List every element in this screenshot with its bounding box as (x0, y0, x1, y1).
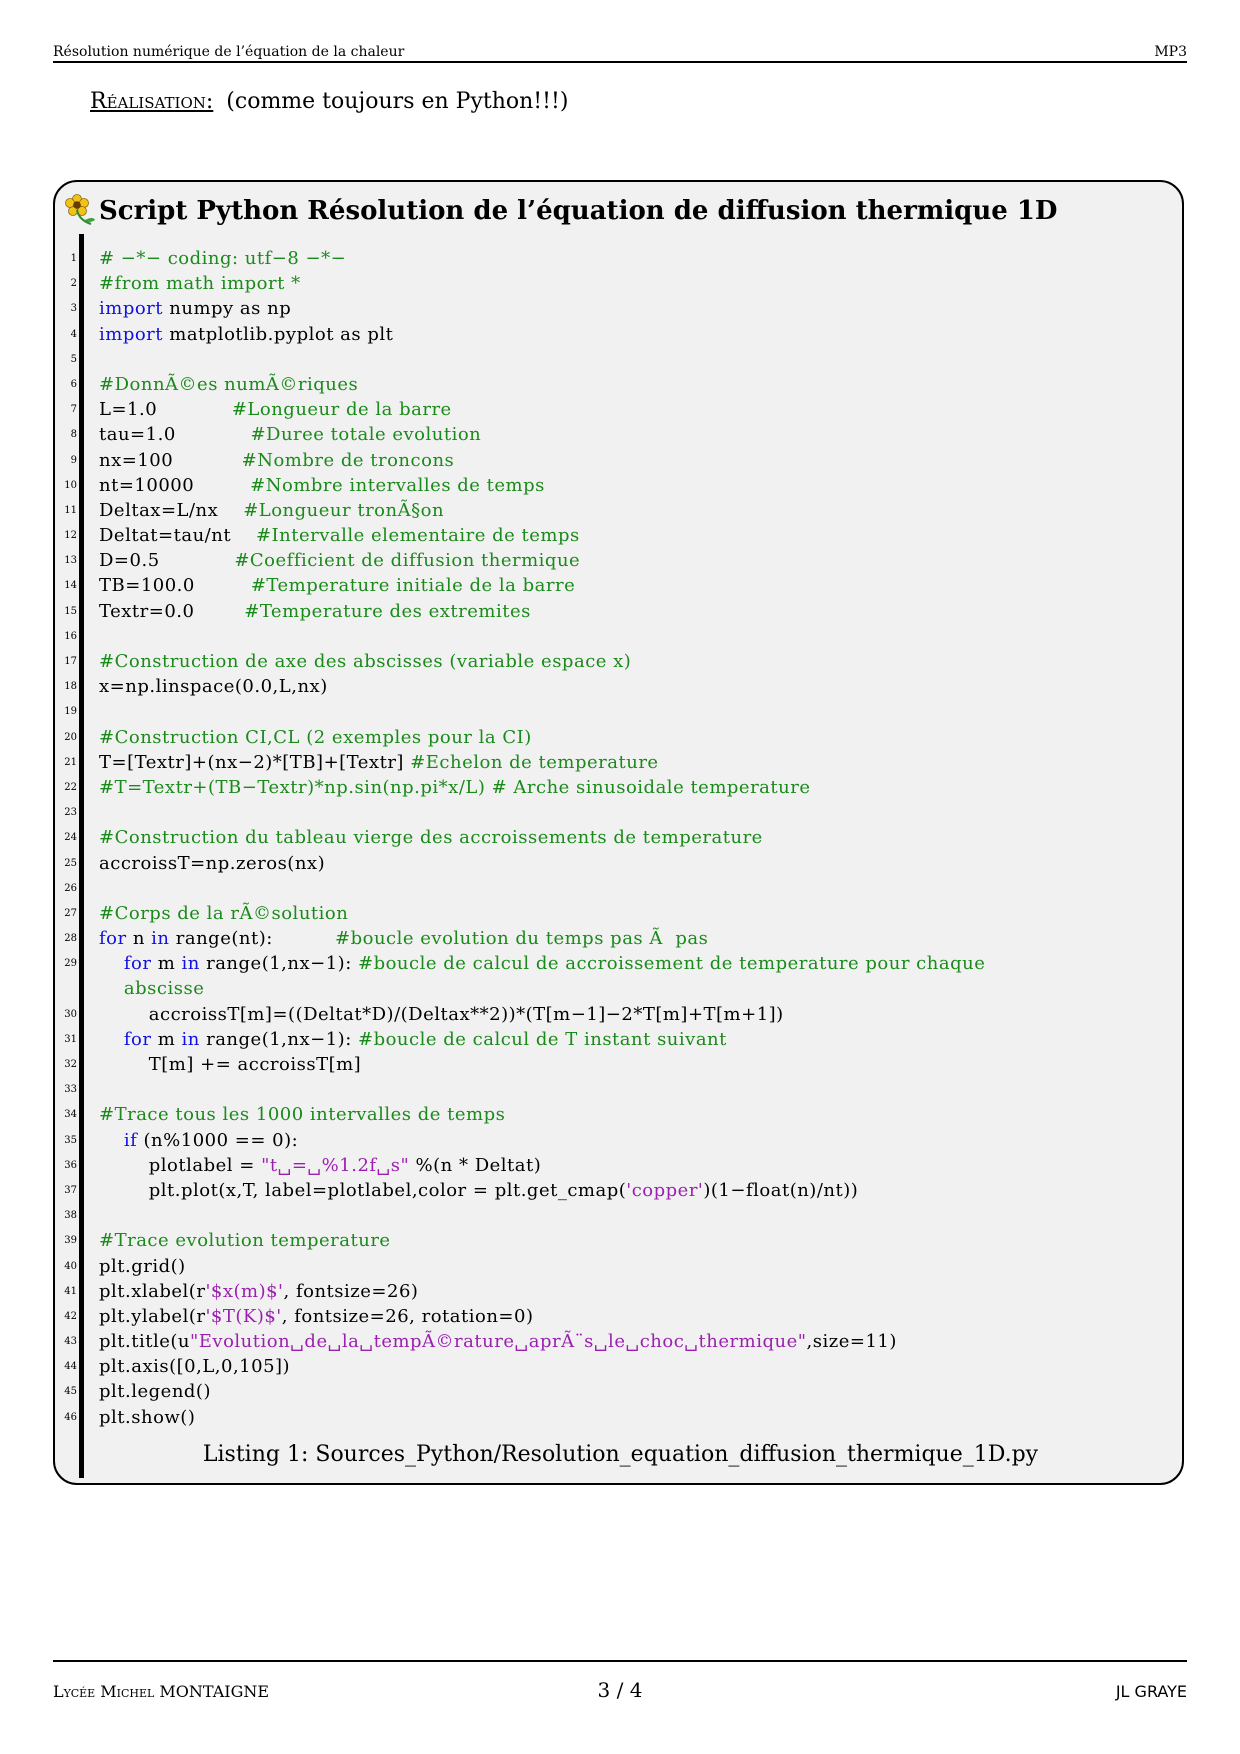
line-number: 9 (70, 454, 77, 466)
code-line (55, 397, 1175, 422)
code-line (55, 876, 1175, 901)
code-text: #DonnÃ©es numÃ©riques (99, 373, 359, 395)
code-line (55, 825, 1175, 850)
line-number: 13 (64, 555, 77, 567)
realisation-label: Réalisation: (90, 89, 214, 114)
code-text: if (n%1000 == 0): (123, 1129, 299, 1151)
code-text: #from math import * (99, 273, 301, 295)
code-line (55, 1379, 1175, 1404)
code-text: plt.plot(x,T, label=plotlabel,color = plt.get_cmap('copper')(1−float(n)/nt)) (99, 1179, 859, 1201)
code-line (55, 573, 1175, 598)
code-text: nx=100 #Nombre de troncons (99, 449, 455, 471)
code-text: T=[Textr]+(nx−2)*[TB]+[Textr] #Echelon de temperature (99, 751, 659, 773)
code-line (55, 347, 1175, 372)
line-number: 25 (64, 857, 77, 869)
line-number: 45 (64, 1386, 77, 1398)
line-number: 31 (64, 1033, 77, 1045)
listing-caption: Listing 1: Sources_Python/Resolution_equation_diffusion_thermique_1D.py (202, 1442, 1039, 1467)
code-line (55, 901, 1175, 926)
code-line (55, 775, 1175, 800)
code-text: plt.axis([0,L,0,105]) (99, 1356, 291, 1378)
line-number: 18 (64, 681, 77, 693)
page-header (53, 40, 1187, 60)
code-line (55, 1304, 1175, 1329)
code-line (55, 1354, 1175, 1379)
code-line (55, 750, 1175, 775)
code-text: plt.show() (99, 1406, 196, 1428)
code-text: accroissT[m]=((Deltat*D)/(Deltax**2))*(T[m−1]−2*T[m]+T[m+1]) (99, 1003, 784, 1025)
code-line (55, 1178, 1175, 1203)
footer-author: JL GRAYE (1115, 1682, 1187, 1701)
code-text: accroissT=np.zeros(nx) (99, 852, 326, 874)
code-text: Deltax=L/nx #Longueur tronÃ§on (99, 499, 445, 521)
line-number: 6 (70, 378, 77, 390)
line-number: 8 (70, 429, 77, 441)
code-text: for m in range(1,nx−1): #boucle de calcul de T instant suivant (123, 1028, 727, 1050)
code-text: nt=10000 #Nombre intervalles de temps (99, 474, 545, 496)
line-number: 46 (64, 1411, 77, 1423)
footer-rule (53, 1660, 1187, 1662)
line-number: 37 (64, 1184, 77, 1196)
line-number: 21 (64, 756, 77, 768)
code-line (55, 473, 1175, 498)
line-number: 34 (64, 1109, 77, 1121)
code-line (55, 1052, 1175, 1077)
code-line (55, 448, 1175, 473)
line-number: 40 (64, 1260, 77, 1272)
code-listing-box (53, 180, 1184, 1485)
header-title: Résolution numérique de l’équation de la chaleur (53, 44, 405, 60)
code-line (55, 976, 1175, 1001)
listing-title: Script Python Résolution de l’équation de diffusion thermique 1D (99, 196, 1058, 226)
code-line (55, 296, 1175, 321)
line-number: 44 (64, 1361, 77, 1373)
code-text: D=0.5 #Coefficient de diffusion thermique (99, 550, 581, 572)
code-text: #T=Textr+(TB−Textr)*np.sin(np.pi*x/L) # Arche sinusoidale temperature (99, 776, 811, 798)
code-line (55, 674, 1175, 699)
code-text: for n in range(nt): #boucle evolution du temps pas Ã pas (99, 928, 709, 950)
line-number: 26 (64, 882, 77, 894)
code-line (55, 926, 1175, 951)
code-line (55, 1329, 1175, 1354)
realisation-text: (comme toujours en Python!!!) (226, 89, 569, 114)
line-number: 24 (64, 832, 77, 844)
code-text: import matplotlib.pyplot as plt (99, 323, 394, 345)
code-line (55, 1128, 1175, 1153)
code-line (55, 422, 1175, 447)
line-number: 19 (64, 706, 77, 718)
code-line (55, 851, 1175, 876)
line-number: 36 (64, 1159, 77, 1171)
code-line (55, 1027, 1175, 1052)
code-text: plt.legend() (99, 1381, 211, 1403)
line-number: 5 (70, 353, 77, 365)
code-line (55, 322, 1175, 347)
line-number: 29 (64, 958, 77, 970)
code-text: #Corps de la rÃ©solution (99, 902, 349, 924)
code-line (55, 800, 1175, 825)
header-rule (53, 61, 1187, 63)
code-line (55, 1002, 1175, 1027)
code-text: Textr=0.0 #Temperature des extremites (99, 600, 531, 622)
line-number: 43 (64, 1336, 77, 1348)
code-text: # −*− coding: utf−8 −*− (99, 248, 347, 269)
code-text: #Construction du tableau vierge des accroissements de temperature (99, 827, 763, 849)
line-number: 41 (64, 1285, 77, 1297)
line-number: 20 (64, 731, 77, 743)
code-text: TB=100.0 #Temperature initiale de la barre (99, 575, 576, 597)
code-text: plt.title(u"Evolution␣de␣la␣tempÃ©rature␣aprÃ¨s␣le␣choc␣thermique",size=11) (99, 1331, 897, 1353)
code-text: plt.xlabel(r'$x(m)$', fontsize=26) (99, 1280, 419, 1302)
header-class: MP3 (1154, 44, 1187, 60)
code-line (55, 498, 1175, 523)
line-number: 1 (70, 253, 77, 264)
line-number: 3 (70, 303, 77, 315)
line-number: 2 (70, 278, 77, 290)
code-line (55, 246, 1175, 271)
line-number: 39 (64, 1235, 77, 1247)
line-number: 33 (64, 1084, 77, 1096)
line-number: 27 (64, 907, 77, 919)
code-text: plt.grid() (99, 1255, 186, 1277)
code-line (55, 1254, 1175, 1279)
code-line (55, 1102, 1175, 1127)
line-number: 32 (64, 1059, 77, 1070)
code-line (55, 1279, 1175, 1304)
code-text: abscisse (99, 978, 205, 1000)
line-number: 16 (64, 630, 77, 642)
page-footer (53, 1678, 1187, 1708)
page-number: 3 / 4 (597, 1678, 643, 1702)
line-number: 15 (64, 605, 77, 617)
code-text: import numpy as np (99, 298, 292, 320)
code-line (55, 271, 1175, 296)
code-text: tau=1.0 #Duree totale evolution (99, 424, 482, 446)
footer-school: Lycée Michel MONTAIGNE (53, 1682, 270, 1701)
code-text: plt.ylabel(r'$T(K)$', fontsize=26, rotation=0) (99, 1305, 534, 1327)
code-line (55, 1203, 1175, 1228)
code-line (55, 1228, 1175, 1253)
code-text: plotlabel = "t␣=␣%1.2f␣s" %(n * Deltat) (99, 1154, 542, 1176)
code-line (55, 725, 1175, 750)
code-text: x=np.linspace(0.0,L,nx) (99, 676, 328, 698)
realisation-line (90, 89, 568, 114)
code-line (55, 1077, 1175, 1102)
code-text: #Trace evolution temperature (99, 1230, 391, 1252)
code-line (55, 599, 1175, 624)
line-number: 17 (64, 656, 77, 667)
code-block (55, 246, 1175, 1430)
line-number: 4 (70, 328, 77, 340)
line-number: 38 (64, 1210, 77, 1222)
line-number: 7 (70, 404, 77, 416)
code-text: #Trace tous les 1000 intervalles de temps (99, 1104, 506, 1126)
code-line (55, 1153, 1175, 1178)
line-number: 12 (64, 530, 77, 542)
code-text: Deltat=tau/nt #Intervalle elementaire de temps (99, 525, 580, 547)
line-number: 10 (64, 479, 77, 491)
code-line (55, 649, 1175, 674)
code-line (55, 548, 1175, 573)
line-number: 14 (64, 580, 77, 592)
code-text: #Construction de axe des abscisses (variable espace x) (99, 651, 632, 672)
code-text: #Construction CI,CL (2 exemples pour la CI) (99, 726, 532, 748)
code-line (55, 699, 1175, 724)
code-text: L=1.0 #Longueur de la barre (99, 399, 452, 421)
code-text: for m in range(1,nx−1): #boucle de calcul de accroissement de temperature pour chaque (123, 953, 986, 975)
line-number: 11 (64, 504, 77, 516)
line-number: 42 (64, 1310, 77, 1322)
flower-icon (63, 194, 97, 228)
code-line (55, 951, 1175, 976)
code-line (55, 1405, 1175, 1430)
line-number: 30 (64, 1008, 77, 1020)
line-number: 23 (64, 807, 77, 819)
line-number: 22 (64, 781, 77, 793)
line-number: 28 (64, 933, 77, 945)
code-line (55, 523, 1175, 548)
code-line (55, 372, 1175, 397)
code-line (55, 624, 1175, 649)
line-number: 35 (64, 1134, 77, 1146)
code-text: T[m] += accroissT[m] (99, 1054, 362, 1075)
